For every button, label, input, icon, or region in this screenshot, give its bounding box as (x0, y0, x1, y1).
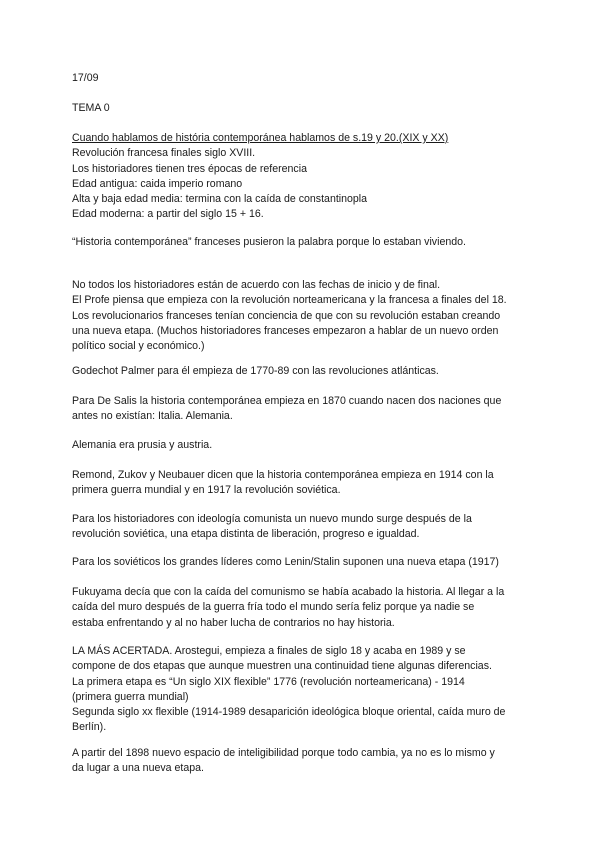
paragraph (72, 364, 542, 379)
paragraph-line: una nueva etapa. (Muchos historiadores franceses empezaron a hablar de un nuevo orden (72, 324, 499, 337)
paragraph-line: Godechot Palmer para él empieza de 1770-89 con las revoluciones atlánticas. (72, 365, 439, 377)
paragraph-line: compone de dos etapas que aunque muestren una continuidad tiene algunas diferencias. (72, 660, 492, 673)
intro-line: Edad moderna: a partir del siglo 15 + 16. (72, 208, 264, 221)
intro-line: Alta y baja edad media: termina con la caída de constantinopla (72, 193, 368, 206)
paragraph (72, 394, 542, 425)
paragraph (72, 746, 542, 777)
paragraph-line: No todos los historiadores están de acuerdo con las fechas de inicio y de final. (72, 279, 441, 291)
intro-block (72, 131, 542, 223)
intro-underlined-line: Cuando hablamos de história contemporánea hablamos de s.19 y 20.(XIX y XX) (72, 132, 449, 144)
intro-line: Edad antigua: caida imperio romano (72, 177, 243, 190)
paragraph-line: “Historia contemporánea” franceses pusieron la palabra porque lo estaban viviendo. (72, 236, 466, 248)
paragraph-line: Segunda siglo xx flexible (1914-1989 desaparición ideológica bloque oriental, caída muro de (72, 706, 506, 719)
paragraph-line: Para De Salis la historia contemporánea empieza en 1870 cuando nacen dos naciones que (72, 395, 502, 407)
paragraph-line: Para los soviéticos los grandes líderes como Lenin/Stalin suponen una nueva etapa (1917) (72, 556, 499, 568)
paragraph-line: Alemania era prusia y austria. (72, 439, 213, 451)
paragraph-line: da lugar a una nueva etapa. (72, 762, 204, 775)
paragraph-line: (primera guerra mundial) (72, 690, 189, 703)
paragraph-line: Remond, Zukov y Neubauer dicen que la historia contemporánea empieza en 1914 con la (72, 469, 494, 481)
paragraph-line: El Profe piensa que empieza con la revolución norteamericana y la francesa a finales del 18. (72, 294, 507, 307)
paragraph (72, 555, 542, 570)
paragraph-line: Fukuyama decía que con la caída del comunismo se había acabado la historia. Al llegar a la (72, 586, 505, 598)
paragraph-line: primera guerra mundial y en 1917 la revolución soviética. (72, 484, 341, 497)
paragraph-line: político social y económico.) (72, 340, 205, 353)
paragraph-line: LA MÁS ACERTADA. Arostegui, empieza a finales de siglo 18 y acaba en 1989 y se (72, 645, 466, 657)
paragraph-line: Berlín). (72, 721, 107, 734)
paragraph (72, 644, 542, 736)
date: 17/09 (72, 72, 99, 84)
paragraph-line: Los revolucionarios franceses tenían conciencia de que con su revolución estaban creando (72, 309, 501, 322)
paragraph (72, 438, 542, 453)
paragraph (72, 585, 542, 631)
paragraph-line: Para los historiadores con ideología comunista un nuevo mundo surge después de la (72, 513, 472, 525)
intro-line: Revolución francesa finales siglo XVIII. (72, 147, 256, 160)
paragraph-line: antes no existían: Italia. Alemania. (72, 410, 233, 423)
paragraph (72, 512, 542, 543)
paragraph-line: revolución soviética, una etapa distinta de liberación, progreso e igualdad. (72, 528, 420, 541)
paragraph (72, 235, 542, 250)
paragraph-line: A partir del 1898 nuevo espacio de inteligibilidad porque todo cambia, ya no es lo mismo y (72, 747, 495, 759)
paragraph-line: caída del muro después de la guerra fría todo el mundo sería feliz porque ya nadie se (72, 601, 475, 614)
paragraph-line: estaba enfrentando y al no haber lucha de contrarios no hay historia. (72, 616, 395, 629)
heading: TEMA 0 (72, 102, 110, 114)
intro-line: Los historiadores tienen tres épocas de referencia (72, 162, 307, 175)
paragraph (72, 468, 542, 499)
paragraph (72, 278, 542, 354)
paragraph-line: La primera etapa es “Un siglo XIX flexible” 1776 (revolución norteamericana) - 1914 (72, 675, 465, 688)
